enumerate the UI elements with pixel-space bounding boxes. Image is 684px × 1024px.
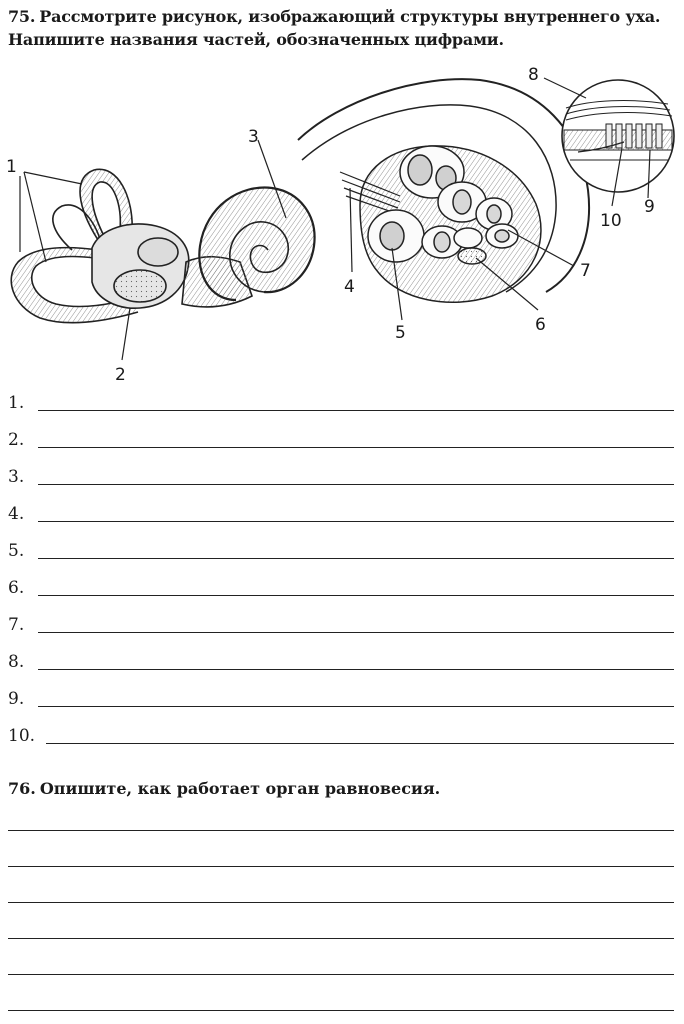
cochlea-section-drawing xyxy=(298,79,589,302)
labyrinth-drawing xyxy=(11,169,314,322)
figure-label-9: 9 xyxy=(644,197,655,217)
figure-label-4: 4 xyxy=(344,277,355,297)
answer-number: 4. xyxy=(8,504,25,524)
answer-blank[interactable] xyxy=(38,558,674,559)
answer-blank-line[interactable] xyxy=(8,1010,674,1011)
answer-number: 6. xyxy=(8,578,25,598)
answer-number: 3. xyxy=(8,467,25,487)
answer-line-8[interactable] xyxy=(8,649,674,673)
answer-number: 10. xyxy=(8,726,36,746)
task-75-text: Рассмотрите рисунок, изображающий структуры внутреннего уха. Напишите названия частей, обозначенных цифрами. xyxy=(8,7,661,49)
organ-of-corti-magnified xyxy=(562,80,674,192)
figure-label-5: 5 xyxy=(395,323,406,343)
task-76-text: Опишите, как работает орган равновесия. xyxy=(39,779,441,798)
answer-blank[interactable] xyxy=(38,669,674,670)
answer-blank[interactable] xyxy=(38,447,674,448)
figure-label-7: 7 xyxy=(580,261,591,281)
answer-line-9[interactable] xyxy=(8,686,674,710)
answer-blank[interactable] xyxy=(38,632,674,633)
answer-blank[interactable] xyxy=(38,484,674,485)
answer-line-7[interactable] xyxy=(8,612,674,636)
figure-label-3: 3 xyxy=(248,127,259,147)
answer-line-3[interactable] xyxy=(8,464,674,488)
answer-blank-line[interactable] xyxy=(8,974,674,975)
answer-blank[interactable] xyxy=(38,706,674,707)
answer-number: 9. xyxy=(8,689,25,709)
answer-number: 2. xyxy=(8,430,25,450)
answer-number: 8. xyxy=(8,652,25,672)
task-75-heading xyxy=(8,5,676,51)
figure-label-6: 6 xyxy=(535,315,546,335)
answer-blank-line[interactable] xyxy=(8,938,674,939)
answer-blank[interactable] xyxy=(38,521,674,522)
answer-line-1[interactable] xyxy=(8,390,674,414)
inner-ear-figure xyxy=(0,62,684,392)
answer-number: 5. xyxy=(8,541,25,561)
figure-label-1: 1 xyxy=(6,157,17,177)
answer-line-5[interactable] xyxy=(8,538,674,562)
answer-line-2[interactable] xyxy=(8,427,674,451)
answer-line-4[interactable] xyxy=(8,501,674,525)
task-75-number: 75. xyxy=(8,7,36,26)
answer-line-10[interactable] xyxy=(8,723,674,747)
answer-blank[interactable] xyxy=(38,595,674,596)
answer-number: 1. xyxy=(8,393,25,413)
answer-blank[interactable] xyxy=(38,410,674,411)
figure-label-2: 2 xyxy=(115,365,126,385)
figure-label-8: 8 xyxy=(528,65,539,85)
figure-label-10: 10 xyxy=(600,211,622,231)
answer-number: 7. xyxy=(8,615,25,635)
answer-blank[interactable] xyxy=(46,743,674,744)
task-76-heading xyxy=(8,778,676,800)
answer-blank-line[interactable] xyxy=(8,830,674,831)
answer-blank-line[interactable] xyxy=(8,866,674,867)
answer-line-6[interactable] xyxy=(8,575,674,599)
answer-blank-line[interactable] xyxy=(8,902,674,903)
task-76-number: 76. xyxy=(8,779,36,798)
